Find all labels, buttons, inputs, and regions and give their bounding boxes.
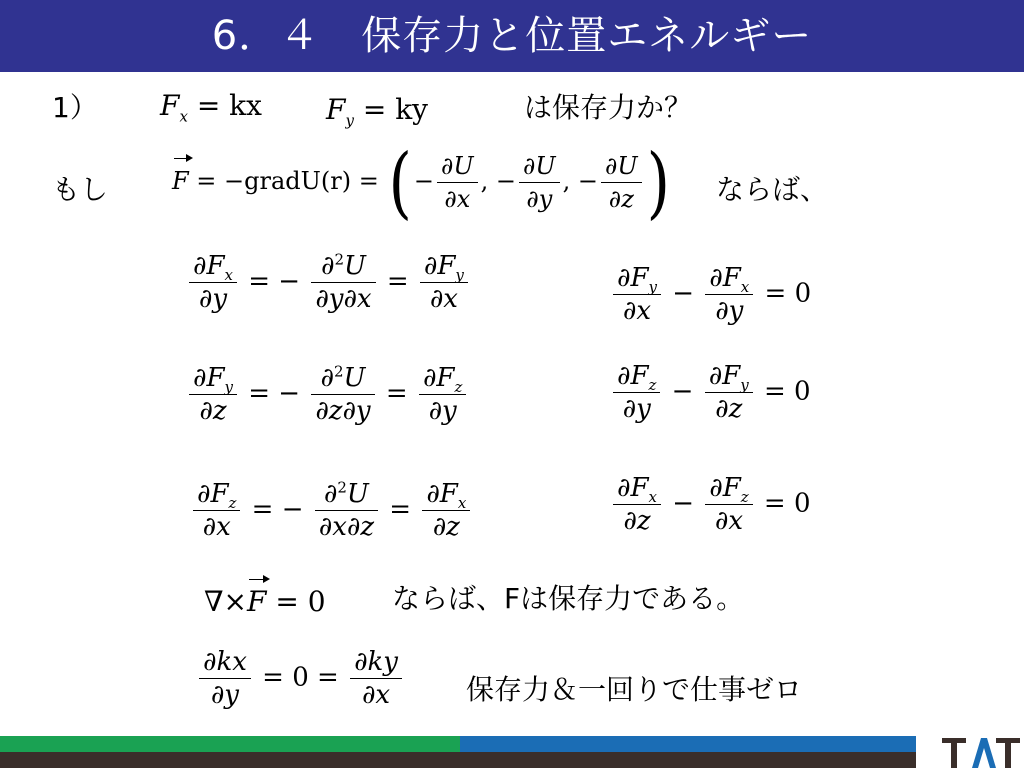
item-number: 1） <box>52 91 98 124</box>
footer-stripe-dark <box>0 752 916 768</box>
mixed-partial-yz: $\frac{\partial F_y}{\partial z}$ = − $\frac{\partial^2U}{\partial z\partial y}$ = $\frac{\partial F_z}{\partial y}$ <box>186 362 469 427</box>
if-label: もし <box>52 173 109 206</box>
equation-fy: $F_y$ = ky <box>326 93 428 130</box>
mixed-partial-zx: $\frac{\partial F_z}{\partial x}$ = − $\frac{\partial^2U}{\partial x\partial z}$ = $\frac{\partial F_x}{\partial z}$ <box>190 478 473 543</box>
gradient-equation: F = −gradU(r) = (− $\frac{\partial U}{\partial x}$ , − $\frac{\partial U}{\partial y}$ , − $\frac{\partial U}{\partial z}$ ) <box>172 137 671 228</box>
conservative-statement: ならば、Fは保存力である。 <box>392 582 745 615</box>
equation-fx: $F_x$ = kx <box>160 89 262 126</box>
curl-component-z: $\frac{\partial F_y}{\partial x}$ − $\frac{\partial F_x}{\partial y}$ = 0 <box>610 262 811 327</box>
curl-component-y: $\frac{\partial F_x}{\partial z}$ − $\frac{\partial F_z}{\partial x}$ = 0 <box>610 472 811 537</box>
page-title: 6．４ 保存力と位置エネルギー <box>211 13 813 59</box>
example-equation: $\frac{\partial kx}{\partial y}$ = 0 = $\frac{\partial ky}{\partial x}$ <box>196 646 405 711</box>
curl-equation: ∇×F = 0 <box>204 585 326 618</box>
mixed-partial-xy: $\frac{\partial F_x}{\partial y}$ = − $\frac{\partial^2U}{\partial y\partial x}$ = $\frac{\partial F_y}{\partial x}$ <box>186 250 471 315</box>
then-text: ならば、 <box>716 173 829 206</box>
title-bar <box>0 0 1024 72</box>
tat-logo <box>938 736 1024 768</box>
footer-stripe-green <box>0 736 460 752</box>
conclusion-text: 保存力＆一回りで仕事ゼロ <box>466 673 803 706</box>
footer-stripe-blue <box>460 736 916 752</box>
question-text: は保存力か？ <box>524 91 693 124</box>
curl-component-x: $\frac{\partial F_z}{\partial y}$ − $\frac{\partial F_y}{\partial z}$ = 0 <box>610 360 811 425</box>
